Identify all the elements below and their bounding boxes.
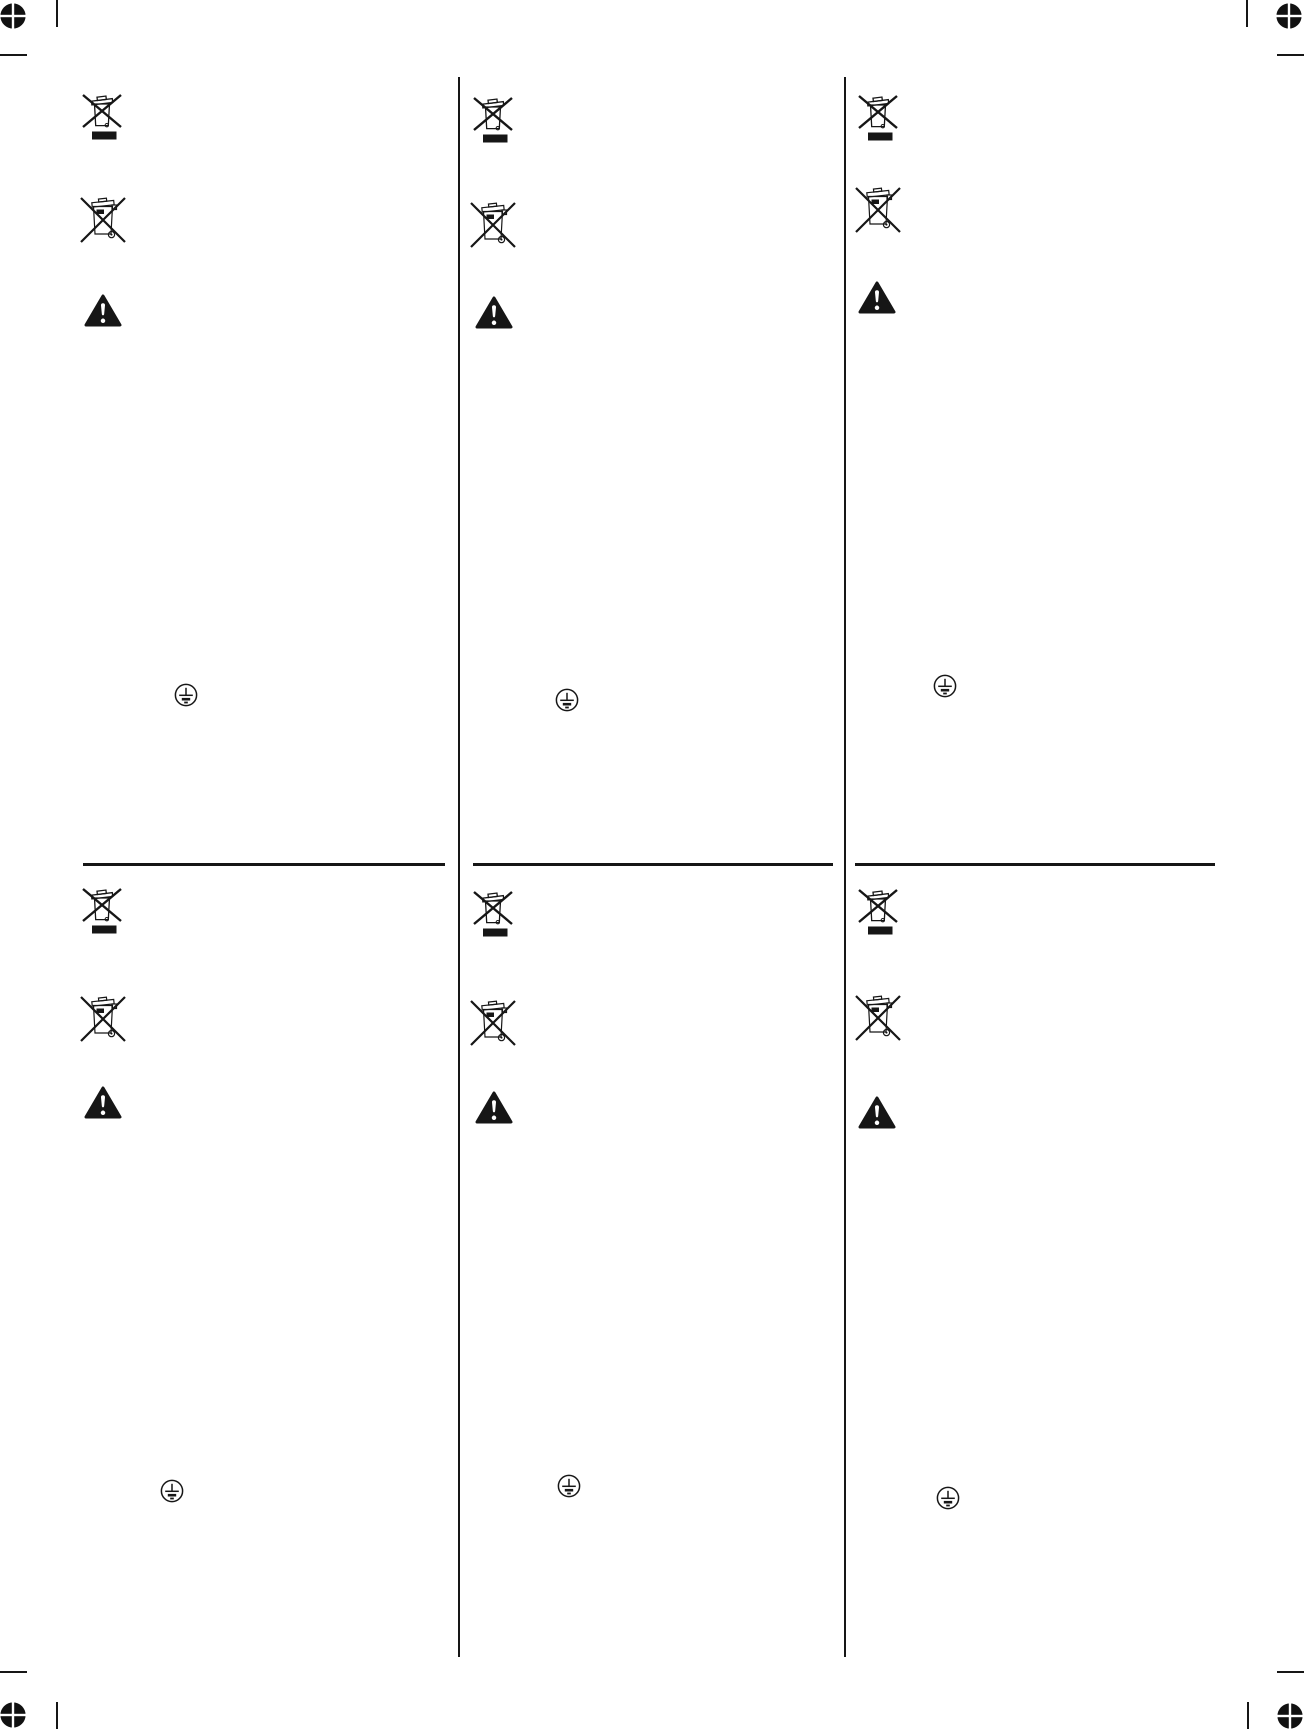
crossed-wheeled-bin-icon [469, 999, 517, 1047]
column-divider [458, 77, 460, 1657]
section-rule [473, 863, 833, 866]
crossed-wheeled-bin-icon [854, 186, 902, 234]
crop-tick-icon [1277, 1671, 1304, 1673]
registration-target-icon [0, 2, 27, 30]
protective-earth-icon [936, 1486, 960, 1510]
protective-earth-icon [160, 1479, 184, 1503]
weee-crossed-bin-with-bar-icon [856, 887, 900, 937]
weee-crossed-bin-with-bar-icon [471, 889, 515, 939]
crossed-wheeled-bin-icon [469, 201, 517, 249]
crop-tick-icon [56, 1702, 58, 1729]
crossed-wheeled-bin-icon [79, 196, 127, 244]
warning-triangle-icon [84, 294, 122, 328]
crop-tick-icon [56, 0, 58, 27]
weee-crossed-bin-with-bar-icon [856, 93, 900, 143]
warning-triangle-icon [858, 281, 896, 315]
column-divider [844, 77, 846, 1657]
crop-tick-icon [0, 54, 27, 56]
section-rule [855, 863, 1215, 866]
protective-earth-icon [174, 683, 198, 707]
protective-earth-icon [557, 1474, 581, 1498]
protective-earth-icon [555, 688, 579, 712]
registration-target-icon [1275, 2, 1303, 30]
crop-tick-icon [1247, 1702, 1249, 1729]
crop-tick-icon [0, 1671, 27, 1673]
protective-earth-icon [933, 674, 957, 698]
warning-triangle-icon [858, 1096, 896, 1130]
warning-triangle-icon [475, 296, 513, 330]
crop-tick-icon [1277, 54, 1304, 56]
section-rule [83, 863, 445, 866]
warning-triangle-icon [84, 1086, 122, 1120]
warning-triangle-icon [475, 1091, 513, 1125]
registration-target-icon [1276, 1702, 1304, 1729]
crossed-wheeled-bin-icon [79, 995, 127, 1043]
weee-crossed-bin-with-bar-icon [471, 95, 515, 145]
weee-crossed-bin-with-bar-icon [80, 92, 124, 142]
weee-crossed-bin-with-bar-icon [80, 886, 124, 936]
crossed-wheeled-bin-icon [854, 994, 902, 1042]
registration-target-icon [0, 1701, 27, 1729]
crop-tick-icon [1246, 0, 1248, 27]
